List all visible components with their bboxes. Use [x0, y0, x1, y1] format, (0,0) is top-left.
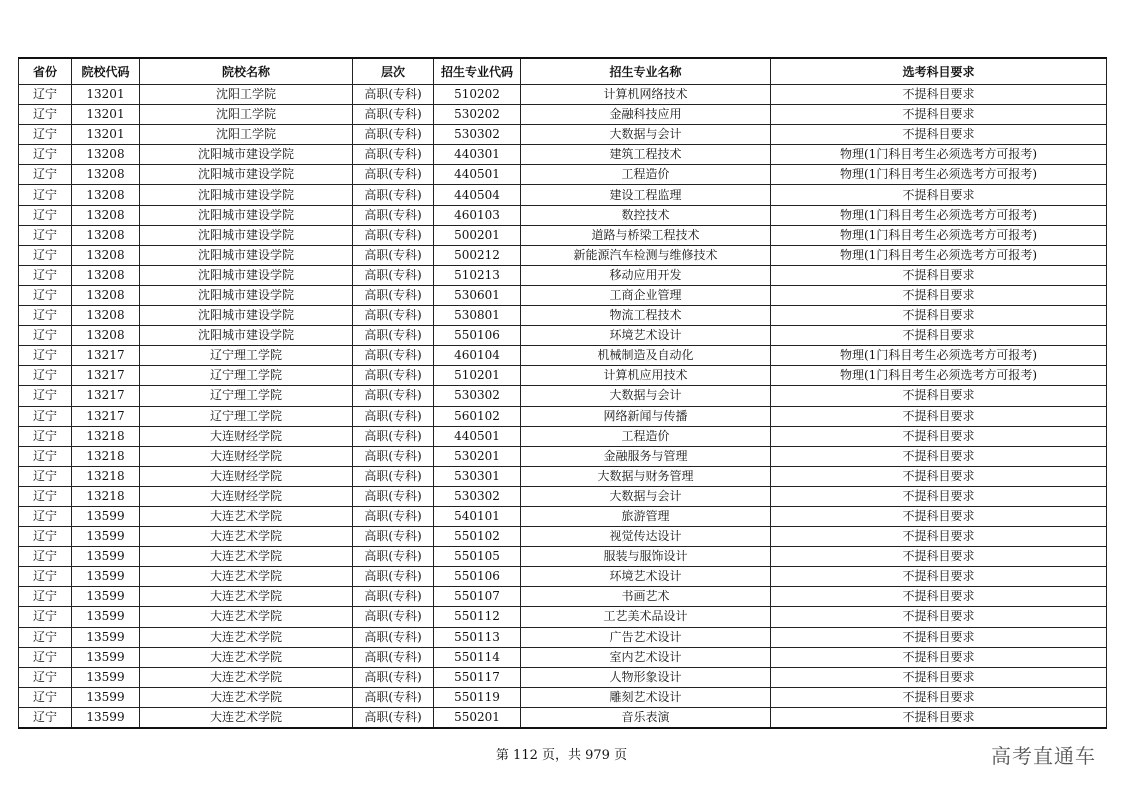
cell-subject-requirement: 不提科目要求: [771, 306, 1107, 326]
cell-major-name: 计算机网络技术: [521, 85, 771, 105]
cell-level: 高职(专科): [353, 446, 434, 466]
cell-major-code: 540101: [434, 506, 521, 526]
table-row: [19, 105, 1107, 125]
table-row: [19, 406, 1107, 426]
cell-province: 辽宁: [19, 446, 72, 466]
cell-school-name: 大连艺术学院: [140, 707, 353, 728]
cell-subject-requirement: 不提科目要求: [771, 185, 1107, 205]
cell-school-code: 13217: [72, 406, 140, 426]
cell-province: 辽宁: [19, 527, 72, 547]
table-row: [19, 125, 1107, 145]
cell-school-code: 13208: [72, 185, 140, 205]
cell-subject-requirement: 不提科目要求: [771, 105, 1107, 125]
cell-subject-requirement: 不提科目要求: [771, 386, 1107, 406]
cell-subject-requirement: 不提科目要求: [771, 506, 1107, 526]
cell-province: 辽宁: [19, 486, 72, 506]
cell-level: 高职(专科): [353, 245, 434, 265]
cell-school-name: 沈阳城市建设学院: [140, 165, 353, 185]
header-subject-requirement: 选考科目要求: [771, 58, 1107, 85]
cell-province: 辽宁: [19, 205, 72, 225]
cell-major-name: 服装与服饰设计: [521, 547, 771, 567]
cell-major-code: 440301: [434, 145, 521, 165]
table-row: [19, 386, 1107, 406]
cell-level: 高职(专科): [353, 125, 434, 145]
header-level: 层次: [353, 58, 434, 85]
cell-school-code: 13201: [72, 125, 140, 145]
cell-major-name: 建筑工程技术: [521, 145, 771, 165]
cell-major-code: 530202: [434, 105, 521, 125]
cell-subject-requirement: 不提科目要求: [771, 426, 1107, 446]
table-row: [19, 707, 1107, 728]
cell-major-code: 550105: [434, 547, 521, 567]
cell-major-name: 数控技术: [521, 205, 771, 225]
cell-major-name: 雕刻艺术设计: [521, 687, 771, 707]
cell-school-name: 沈阳城市建设学院: [140, 205, 353, 225]
cell-major-name: 书画艺术: [521, 587, 771, 607]
cell-school-code: 13599: [72, 687, 140, 707]
cell-province: 辽宁: [19, 346, 72, 366]
cell-school-code: 13599: [72, 607, 140, 627]
cell-major-name: 移动应用开发: [521, 265, 771, 285]
cell-province: 辽宁: [19, 426, 72, 446]
cell-subject-requirement: 不提科目要求: [771, 587, 1107, 607]
cell-school-code: 13218: [72, 486, 140, 506]
cell-subject-requirement: 物理(1门科目考生必须选考方可报考): [771, 165, 1107, 185]
cell-major-code: 510213: [434, 265, 521, 285]
cell-school-code: 13599: [72, 527, 140, 547]
cell-school-name: 大连艺术学院: [140, 607, 353, 627]
cell-subject-requirement: 不提科目要求: [771, 486, 1107, 506]
cell-major-name: 金融服务与管理: [521, 446, 771, 466]
cell-subject-requirement: 物理(1门科目考生必须选考方可报考): [771, 145, 1107, 165]
cell-major-code: 440501: [434, 426, 521, 446]
cell-major-name: 网络新闻与传播: [521, 406, 771, 426]
cell-subject-requirement: 不提科目要求: [771, 707, 1107, 728]
cell-province: 辽宁: [19, 547, 72, 567]
admission-table: [18, 57, 1107, 729]
cell-major-name: 室内艺术设计: [521, 647, 771, 667]
table-row: [19, 426, 1107, 446]
cell-level: 高职(专科): [353, 85, 434, 105]
cell-subject-requirement: 不提科目要求: [771, 85, 1107, 105]
cell-level: 高职(专科): [353, 466, 434, 486]
cell-subject-requirement: 物理(1门科目考生必须选考方可报考): [771, 346, 1107, 366]
cell-major-code: 460104: [434, 346, 521, 366]
watermark-logo-text: 高考直通车: [991, 744, 1096, 768]
cell-major-code: 530601: [434, 285, 521, 305]
cell-school-name: 沈阳城市建设学院: [140, 225, 353, 245]
cell-major-code: 530302: [434, 486, 521, 506]
cell-level: 高职(专科): [353, 426, 434, 446]
cell-major-name: 道路与桥梁工程技术: [521, 225, 771, 245]
cell-major-code: 550112: [434, 607, 521, 627]
table-row: [19, 547, 1107, 567]
cell-level: 高职(专科): [353, 185, 434, 205]
table-row: [19, 245, 1107, 265]
cell-province: 辽宁: [19, 406, 72, 426]
cell-school-code: 13599: [72, 506, 140, 526]
cell-school-name: 大连财经学院: [140, 446, 353, 466]
cell-subject-requirement: 不提科目要求: [771, 547, 1107, 567]
cell-subject-requirement: 不提科目要求: [771, 466, 1107, 486]
cell-major-name: 物流工程技术: [521, 306, 771, 326]
cell-major-code: 510201: [434, 366, 521, 386]
cell-major-code: 510202: [434, 85, 521, 105]
table-row: [19, 185, 1107, 205]
header-major-name: 招生专业名称: [521, 58, 771, 85]
cell-level: 高职(专科): [353, 486, 434, 506]
header-school-code: 院校代码: [72, 58, 140, 85]
cell-school-name: 大连财经学院: [140, 486, 353, 506]
cell-province: 辽宁: [19, 185, 72, 205]
cell-major-code: 530801: [434, 306, 521, 326]
cell-subject-requirement: 不提科目要求: [771, 607, 1107, 627]
cell-school-code: 13217: [72, 366, 140, 386]
cell-province: 辽宁: [19, 667, 72, 687]
cell-major-name: 工艺美术品设计: [521, 607, 771, 627]
cell-school-name: 沈阳城市建设学院: [140, 285, 353, 305]
table-row: [19, 607, 1107, 627]
cell-level: 高职(专科): [353, 506, 434, 526]
cell-province: 辽宁: [19, 567, 72, 587]
cell-province: 辽宁: [19, 647, 72, 667]
header-school-name: 院校名称: [140, 58, 353, 85]
cell-major-name: 旅游管理: [521, 506, 771, 526]
cell-major-name: 计算机应用技术: [521, 366, 771, 386]
cell-major-name: 视觉传达设计: [521, 527, 771, 547]
cell-major-code: 500212: [434, 245, 521, 265]
cell-subject-requirement: 不提科目要求: [771, 647, 1107, 667]
cell-province: 辽宁: [19, 105, 72, 125]
cell-school-name: 大连艺术学院: [140, 527, 353, 547]
cell-school-name: 沈阳城市建设学院: [140, 265, 353, 285]
cell-level: 高职(专科): [353, 346, 434, 366]
cell-level: 高职(专科): [353, 607, 434, 627]
table-row: [19, 627, 1107, 647]
cell-major-code: 530201: [434, 446, 521, 466]
cell-major-code: 550106: [434, 326, 521, 346]
cell-major-code: 500201: [434, 225, 521, 245]
cell-school-name: 大连艺术学院: [140, 506, 353, 526]
cell-subject-requirement: 不提科目要求: [771, 627, 1107, 647]
cell-subject-requirement: 不提科目要求: [771, 125, 1107, 145]
cell-level: 高职(专科): [353, 707, 434, 728]
cell-level: 高职(专科): [353, 627, 434, 647]
cell-school-code: 13208: [72, 326, 140, 346]
cell-major-code: 440504: [434, 185, 521, 205]
table-row: [19, 205, 1107, 225]
cell-school-name: 沈阳工学院: [140, 125, 353, 145]
cell-province: 辽宁: [19, 707, 72, 728]
cell-province: 辽宁: [19, 587, 72, 607]
cell-school-code: 13208: [72, 225, 140, 245]
cell-major-name: 环境艺术设计: [521, 326, 771, 346]
cell-level: 高职(专科): [353, 326, 434, 346]
cell-subject-requirement: 不提科目要求: [771, 687, 1107, 707]
cell-major-name: 人物形象设计: [521, 667, 771, 687]
cell-school-name: 沈阳工学院: [140, 105, 353, 125]
table-row: [19, 647, 1107, 667]
cell-level: 高职(专科): [353, 527, 434, 547]
table-row: [19, 486, 1107, 506]
cell-school-code: 13208: [72, 245, 140, 265]
cell-school-code: 13201: [72, 105, 140, 125]
cell-school-name: 大连艺术学院: [140, 647, 353, 667]
cell-subject-requirement: 不提科目要求: [771, 527, 1107, 547]
cell-province: 辽宁: [19, 607, 72, 627]
cell-major-code: 550106: [434, 567, 521, 587]
cell-major-name: 新能源汽车检测与维修技术: [521, 245, 771, 265]
cell-school-name: 沈阳工学院: [140, 85, 353, 105]
cell-school-name: 沈阳城市建设学院: [140, 185, 353, 205]
cell-major-name: 大数据与会计: [521, 386, 771, 406]
cell-school-code: 13217: [72, 386, 140, 406]
table-row: [19, 366, 1107, 386]
table-row: [19, 165, 1107, 185]
cell-major-name: 工商企业管理: [521, 285, 771, 305]
cell-school-name: 沈阳城市建设学院: [140, 306, 353, 326]
cell-major-name: 环境艺术设计: [521, 567, 771, 587]
table-row: [19, 306, 1107, 326]
cell-school-name: 沈阳城市建设学院: [140, 245, 353, 265]
cell-school-name: 辽宁理工学院: [140, 366, 353, 386]
cell-level: 高职(专科): [353, 165, 434, 185]
cell-school-code: 13599: [72, 707, 140, 728]
cell-major-code: 550113: [434, 627, 521, 647]
cell-province: 辽宁: [19, 85, 72, 105]
cell-school-code: 13599: [72, 567, 140, 587]
cell-province: 辽宁: [19, 366, 72, 386]
table-row: [19, 265, 1107, 285]
table-row: [19, 667, 1107, 687]
cell-school-name: 大连艺术学院: [140, 547, 353, 567]
cell-subject-requirement: 不提科目要求: [771, 667, 1107, 687]
cell-major-name: 广告艺术设计: [521, 627, 771, 647]
cell-school-code: 13208: [72, 306, 140, 326]
table-row: [19, 145, 1107, 165]
cell-major-code: 440501: [434, 165, 521, 185]
table-row: [19, 506, 1107, 526]
cell-level: 高职(专科): [353, 647, 434, 667]
cell-school-name: 大连艺术学院: [140, 627, 353, 647]
cell-school-name: 沈阳城市建设学院: [140, 145, 353, 165]
cell-level: 高职(专科): [353, 687, 434, 707]
cell-province: 辽宁: [19, 687, 72, 707]
cell-major-code: 530302: [434, 386, 521, 406]
table-row: [19, 326, 1107, 346]
cell-school-name: 辽宁理工学院: [140, 406, 353, 426]
cell-school-name: 大连财经学院: [140, 426, 353, 446]
header-province: 省份: [19, 58, 72, 85]
cell-school-name: 大连艺术学院: [140, 667, 353, 687]
cell-major-name: 工程造价: [521, 426, 771, 446]
cell-major-name: 大数据与会计: [521, 486, 771, 506]
table-row: [19, 466, 1107, 486]
cell-level: 高职(专科): [353, 306, 434, 326]
header-major-code: 招生专业代码: [434, 58, 521, 85]
cell-school-code: 13599: [72, 667, 140, 687]
cell-major-code: 550114: [434, 647, 521, 667]
cell-subject-requirement: 不提科目要求: [771, 567, 1107, 587]
cell-province: 辽宁: [19, 125, 72, 145]
page-number: 第 112 页，共 979 页: [495, 748, 628, 763]
cell-level: 高职(专科): [353, 547, 434, 567]
cell-level: 高职(专科): [353, 587, 434, 607]
cell-school-code: 13599: [72, 647, 140, 667]
cell-major-code: 460103: [434, 205, 521, 225]
cell-level: 高职(专科): [353, 145, 434, 165]
cell-school-code: 13208: [72, 285, 140, 305]
cell-level: 高职(专科): [353, 386, 434, 406]
cell-province: 辽宁: [19, 306, 72, 326]
cell-major-code: 550201: [434, 707, 521, 728]
table-row: [19, 85, 1107, 105]
cell-school-name: 大连财经学院: [140, 466, 353, 486]
cell-school-code: 13599: [72, 547, 140, 567]
cell-province: 辽宁: [19, 265, 72, 285]
table-row: [19, 687, 1107, 707]
cell-level: 高职(专科): [353, 406, 434, 426]
cell-province: 辽宁: [19, 145, 72, 165]
cell-level: 高职(专科): [353, 567, 434, 587]
cell-province: 辽宁: [19, 466, 72, 486]
cell-school-name: 大连艺术学院: [140, 567, 353, 587]
cell-school-code: 13217: [72, 346, 140, 366]
cell-major-code: 550119: [434, 687, 521, 707]
table-row: [19, 285, 1107, 305]
cell-subject-requirement: 物理(1门科目考生必须选考方可报考): [771, 366, 1107, 386]
table-row: [19, 527, 1107, 547]
cell-major-name: 大数据与会计: [521, 125, 771, 145]
cell-major-code: 550102: [434, 527, 521, 547]
cell-school-name: 辽宁理工学院: [140, 386, 353, 406]
cell-level: 高职(专科): [353, 285, 434, 305]
cell-school-code: 13208: [72, 165, 140, 185]
cell-major-name: 音乐表演: [521, 707, 771, 728]
cell-province: 辽宁: [19, 245, 72, 265]
cell-level: 高职(专科): [353, 105, 434, 125]
table-row: [19, 567, 1107, 587]
cell-school-code: 13599: [72, 587, 140, 607]
cell-major-code: 560102: [434, 406, 521, 426]
table-row: [19, 587, 1107, 607]
cell-major-code: 550117: [434, 667, 521, 687]
table-row: [19, 225, 1107, 245]
cell-major-name: 工程造价: [521, 165, 771, 185]
cell-school-code: 13218: [72, 466, 140, 486]
cell-school-name: 辽宁理工学院: [140, 346, 353, 366]
cell-level: 高职(专科): [353, 366, 434, 386]
cell-province: 辽宁: [19, 326, 72, 346]
cell-school-code: 13208: [72, 265, 140, 285]
cell-major-code: 530302: [434, 125, 521, 145]
cell-major-code: 550107: [434, 587, 521, 607]
cell-school-name: 大连艺术学院: [140, 687, 353, 707]
cell-major-name: 机械制造及自动化: [521, 346, 771, 366]
cell-major-name: 大数据与财务管理: [521, 466, 771, 486]
cell-subject-requirement: 物理(1门科目考生必须选考方可报考): [771, 245, 1107, 265]
cell-school-code: 13208: [72, 145, 140, 165]
cell-province: 辽宁: [19, 386, 72, 406]
cell-school-code: 13599: [72, 627, 140, 647]
cell-subject-requirement: 不提科目要求: [771, 406, 1107, 426]
cell-level: 高职(专科): [353, 205, 434, 225]
cell-province: 辽宁: [19, 225, 72, 245]
cell-subject-requirement: 不提科目要求: [771, 265, 1107, 285]
cell-school-name: 沈阳城市建设学院: [140, 326, 353, 346]
cell-subject-requirement: 不提科目要求: [771, 326, 1107, 346]
table-header-row: [19, 58, 1107, 85]
cell-school-code: 13218: [72, 426, 140, 446]
cell-school-code: 13201: [72, 85, 140, 105]
table-body: [19, 85, 1107, 729]
cell-province: 辽宁: [19, 627, 72, 647]
cell-major-name: 建设工程监理: [521, 185, 771, 205]
cell-school-name: 大连艺术学院: [140, 587, 353, 607]
cell-subject-requirement: 不提科目要求: [771, 285, 1107, 305]
cell-major-code: 530301: [434, 466, 521, 486]
cell-level: 高职(专科): [353, 667, 434, 687]
cell-school-code: 13208: [72, 205, 140, 225]
cell-level: 高职(专科): [353, 265, 434, 285]
cell-subject-requirement: 物理(1门科目考生必须选考方可报考): [771, 205, 1107, 225]
cell-subject-requirement: 物理(1门科目考生必须选考方可报考): [771, 225, 1107, 245]
cell-province: 辽宁: [19, 506, 72, 526]
cell-province: 辽宁: [19, 285, 72, 305]
table-row: [19, 446, 1107, 466]
cell-province: 辽宁: [19, 165, 72, 185]
cell-school-code: 13218: [72, 446, 140, 466]
table-row: [19, 346, 1107, 366]
cell-subject-requirement: 不提科目要求: [771, 446, 1107, 466]
cell-major-name: 金融科技应用: [521, 105, 771, 125]
cell-level: 高职(专科): [353, 225, 434, 245]
